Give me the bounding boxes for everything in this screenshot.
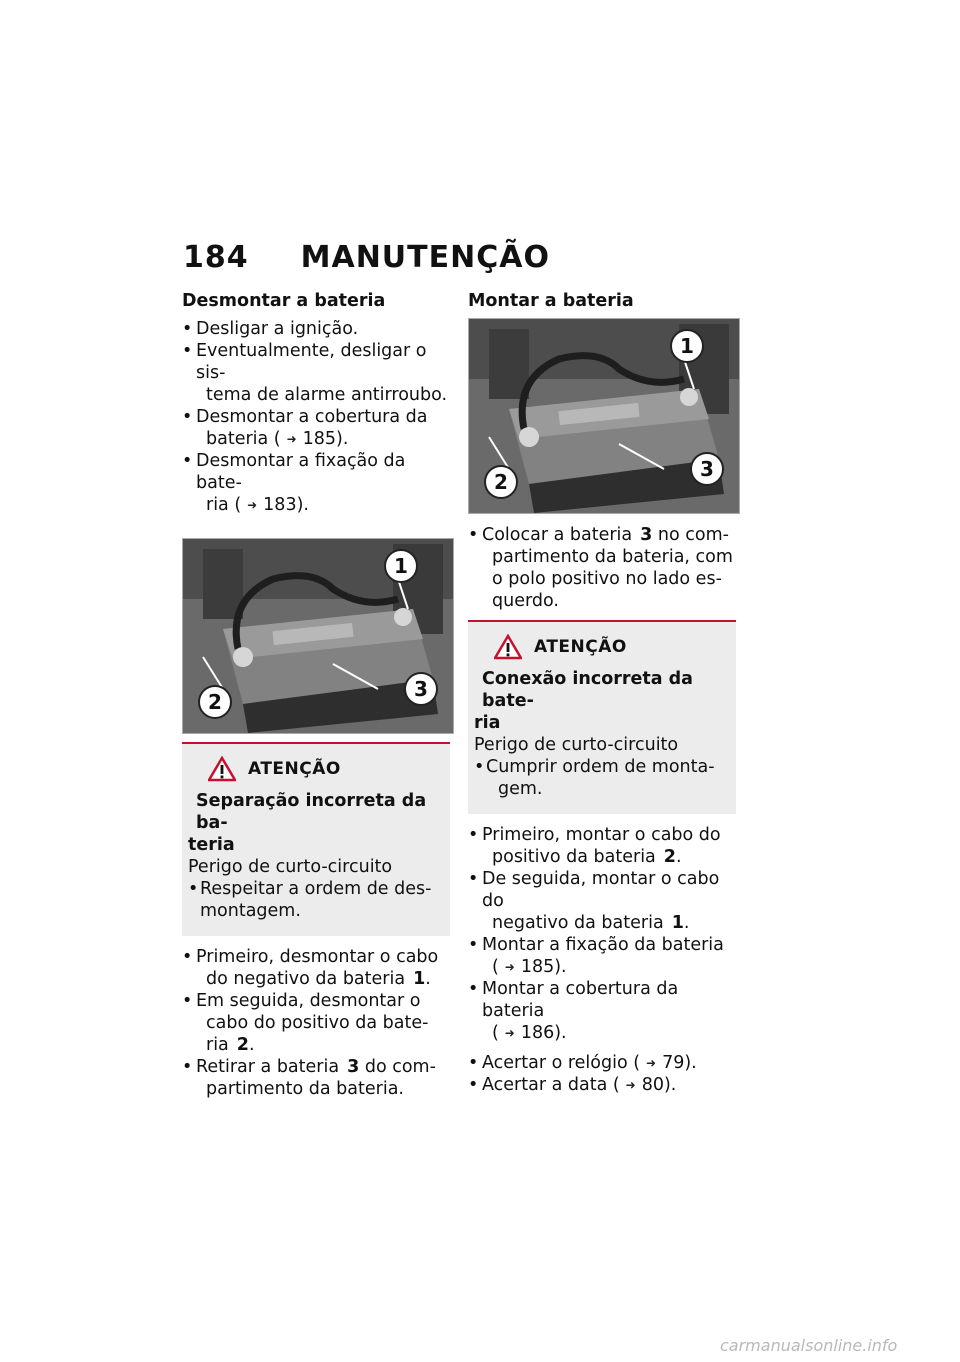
figure-label-3: 3 — [700, 457, 714, 481]
warning-item-cont: gem. — [498, 779, 543, 799]
warning-box-install — [468, 620, 736, 814]
arrow-ref-icon: ➜ — [625, 1078, 636, 1092]
warning-subtitle: Separação incorreta da ba- — [196, 791, 427, 833]
steps-after-install — [468, 824, 736, 1044]
step-item: • Montar a cobertura da bateria ( ➜ 186). — [468, 978, 736, 1044]
step-item: • Acertar o relógio ( ➜ 79). — [468, 1052, 736, 1074]
page-number: 184 — [183, 240, 249, 275]
battery-illustration — [183, 539, 453, 733]
step-item: • Primeiro, montar o cabo do positivo da bateria 2. — [468, 824, 736, 868]
warning-subtitle: Conexão incorreta da bate- — [482, 669, 693, 711]
right-column — [468, 290, 736, 1096]
warning-title: ATENÇÃO — [248, 759, 341, 779]
step-item: • Em seguida, desmontar o cabo do positivo da bate- ria 2. — [182, 990, 450, 1056]
step-item: • Primeiro, desmontar o cabo do negativo da bateria 1. — [182, 946, 450, 990]
step-item: • Desmontar a fixação da bate- ria ( ➜ 183). — [182, 450, 450, 516]
warning-box-remove — [182, 742, 450, 936]
warning-triangle-icon — [494, 634, 522, 660]
step-item: • Colocar a bateria 3 no com- partimento da bateria, com o polo positivo no lado es- querdo. — [468, 524, 736, 612]
battery-illustration — [469, 319, 739, 513]
section-title-remove: Desmontar a bateria — [182, 291, 386, 311]
page-header — [183, 240, 550, 275]
figure-label-2: 2 — [494, 470, 508, 494]
step-item: • Desligar a ignição. — [182, 318, 450, 340]
step-item: • Montar a fixação da bateria ( ➜ 185). — [468, 934, 736, 978]
chapter-title: MANUTENÇÃO — [300, 240, 550, 275]
battery-photo — [182, 538, 454, 734]
figure-label-3: 3 — [414, 677, 428, 701]
steps-after — [182, 946, 450, 1100]
step-item: • Acertar a data ( ➜ 80). — [468, 1074, 736, 1096]
figure-label-1: 1 — [680, 334, 694, 358]
arrow-ref-icon: ➜ — [504, 960, 515, 974]
warning-text: Perigo de curto-circuito — [188, 857, 393, 877]
warning-triangle-icon — [208, 756, 236, 782]
arrow-ref-icon: ➜ — [504, 1026, 515, 1040]
warning-item-cont: montagem. — [200, 901, 301, 921]
arrow-ref-icon: ➜ — [247, 498, 258, 512]
warning-subtitle-cont: ria — [474, 713, 501, 733]
arrow-ref-icon: ➜ — [286, 432, 297, 446]
figure-label-1: 1 — [394, 554, 408, 578]
step-item: • Retirar a bateria 3 do com- partimento da bateria. — [182, 1056, 450, 1100]
warning-item: • Cumprir ordem de monta- — [474, 756, 728, 778]
step-item: • Desmontar a cobertura da bateria ( ➜ 185). — [182, 406, 450, 450]
watermark: carmanualsonline.info — [720, 1336, 898, 1355]
warning-text: Perigo de curto-circuito — [474, 735, 679, 755]
warning-subtitle-cont: teria — [188, 835, 235, 855]
battery-photo-install — [468, 318, 740, 514]
left-column — [182, 290, 450, 1100]
final-steps — [468, 1052, 736, 1096]
warning-title: ATENÇÃO — [534, 637, 627, 657]
figure-label-2: 2 — [208, 690, 222, 714]
warning-item: • Respeitar a ordem de des- — [188, 878, 442, 900]
step-item: • De seguida, montar o cabo do negativo da bateria 1. — [468, 868, 736, 934]
arrow-ref-icon: ➜ — [646, 1056, 657, 1070]
step-item: • Eventualmente, desligar o sis- tema de alarme antirroubo. — [182, 340, 450, 406]
section-title-install: Montar a bateria — [468, 291, 634, 311]
